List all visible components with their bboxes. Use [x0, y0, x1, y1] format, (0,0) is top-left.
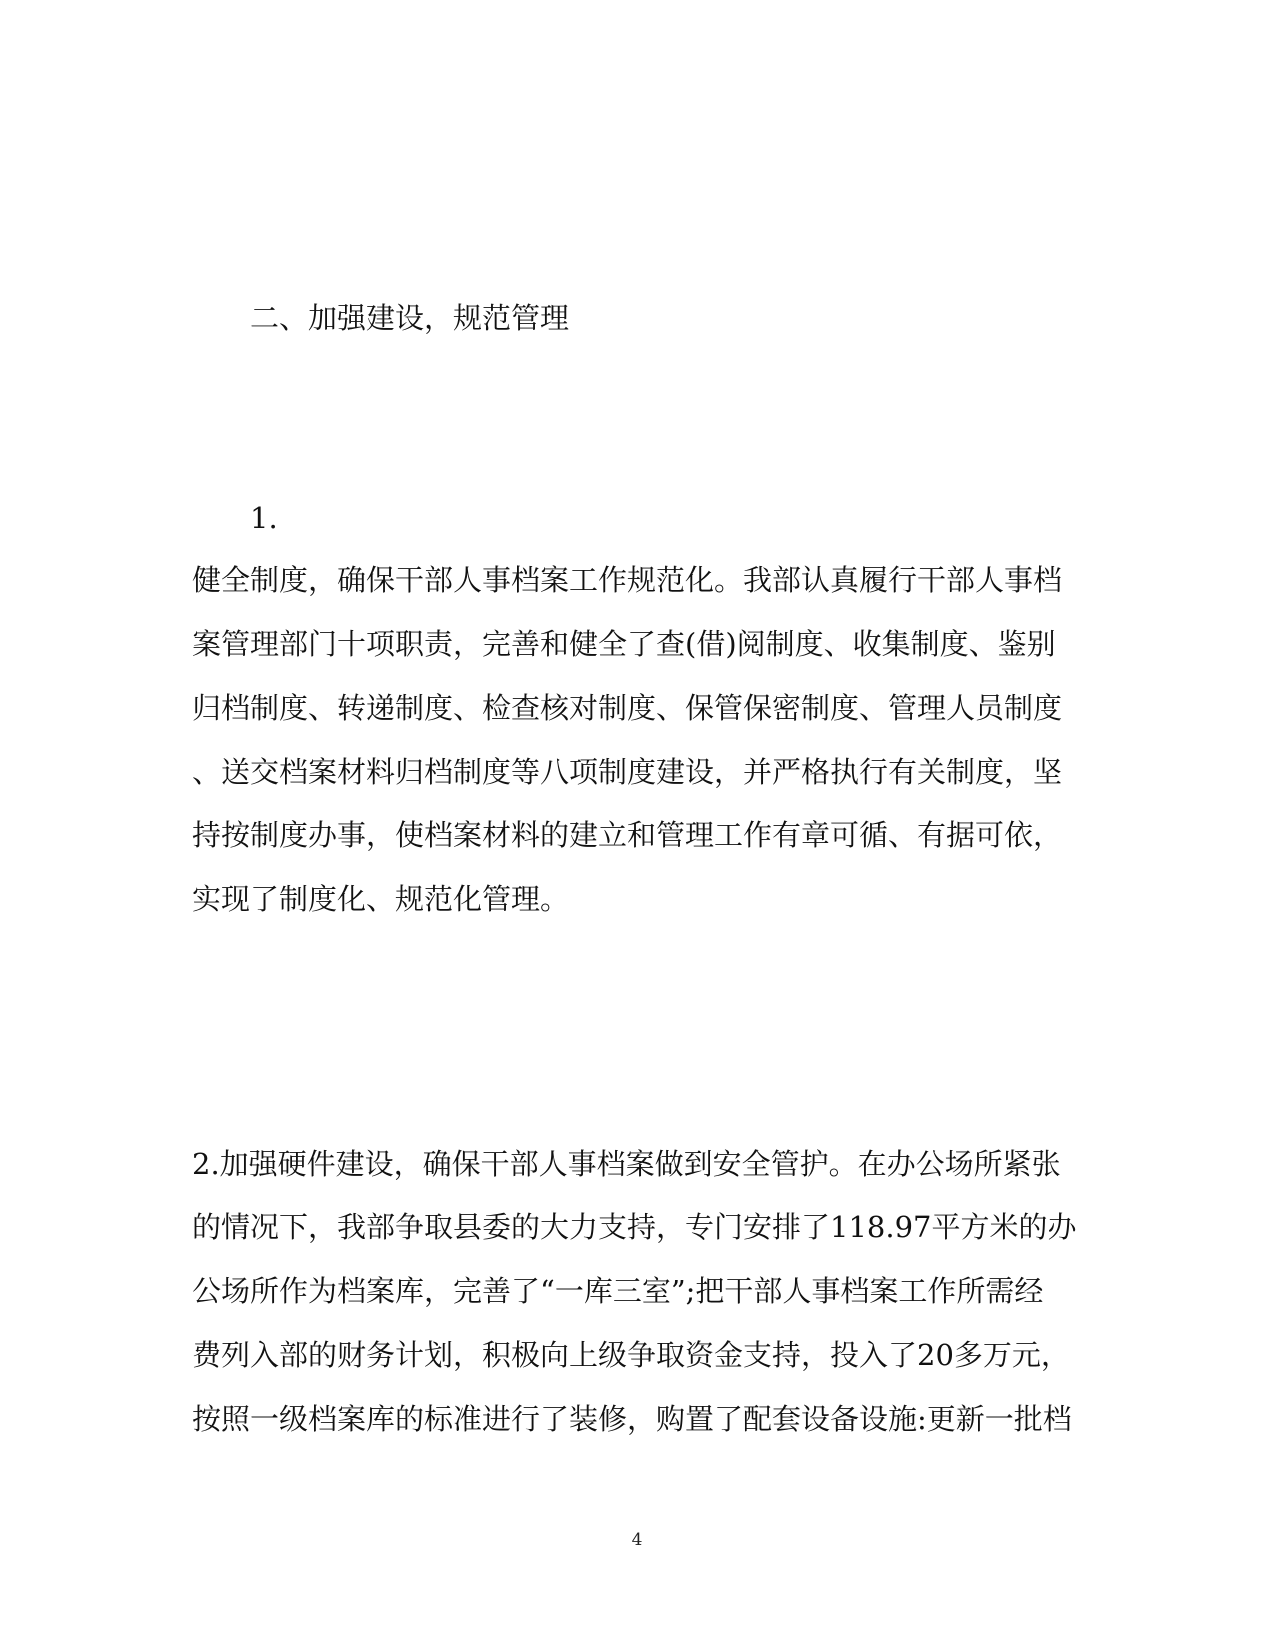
- paragraph-1-line-6: 实现了制度化、规范化管理。: [192, 882, 570, 916]
- paragraph-2-line-5: 按照一级档案库的标准进行了装修，购置了配套设备设施:更新一批档: [192, 1402, 1072, 1436]
- paragraph-1-line-3: 归档制度、转递制度、检查核对制度、保管保密制度、管理人员制度: [192, 691, 1063, 725]
- paragraph-2-line-2: 的情况下，我部争取县委的大力支持，专门安排了118.97平方米的办: [192, 1210, 1077, 1244]
- paragraph-1-line-2: 案管理部门十项职责，完善和健全了查(借)阅制度、收集制度、鉴别: [192, 627, 1056, 661]
- paragraph-2-line-1: 2.加强硬件建设，确保干部人事档案做到安全管护。在办公场所紧张: [192, 1147, 1061, 1181]
- section-heading: 二、加强建设，规范管理: [250, 301, 570, 335]
- paragraph-1-line-1: 健全制度，确保干部人事档案工作规范化。我部认真履行干部人事档: [192, 563, 1063, 597]
- paragraph-1-line-4: 、送交档案材料归档制度等八项制度建设，并严格执行有关制度，坚: [192, 755, 1063, 789]
- paragraph-2-line-3: 公场所作为档案库，完善了“一库三室”;把干部人事档案工作所需经: [192, 1274, 1044, 1308]
- page-number: 4: [631, 1530, 643, 1550]
- item-number-1: 1.: [250, 501, 278, 535]
- paragraph-2-line-4: 费列入部的财务计划，积极向上级争取资金支持，投入了20多万元，: [192, 1338, 1070, 1372]
- paragraph-1-line-5: 持按制度办事，使档案材料的建立和管理工作有章可循、有据可依，: [192, 818, 1063, 852]
